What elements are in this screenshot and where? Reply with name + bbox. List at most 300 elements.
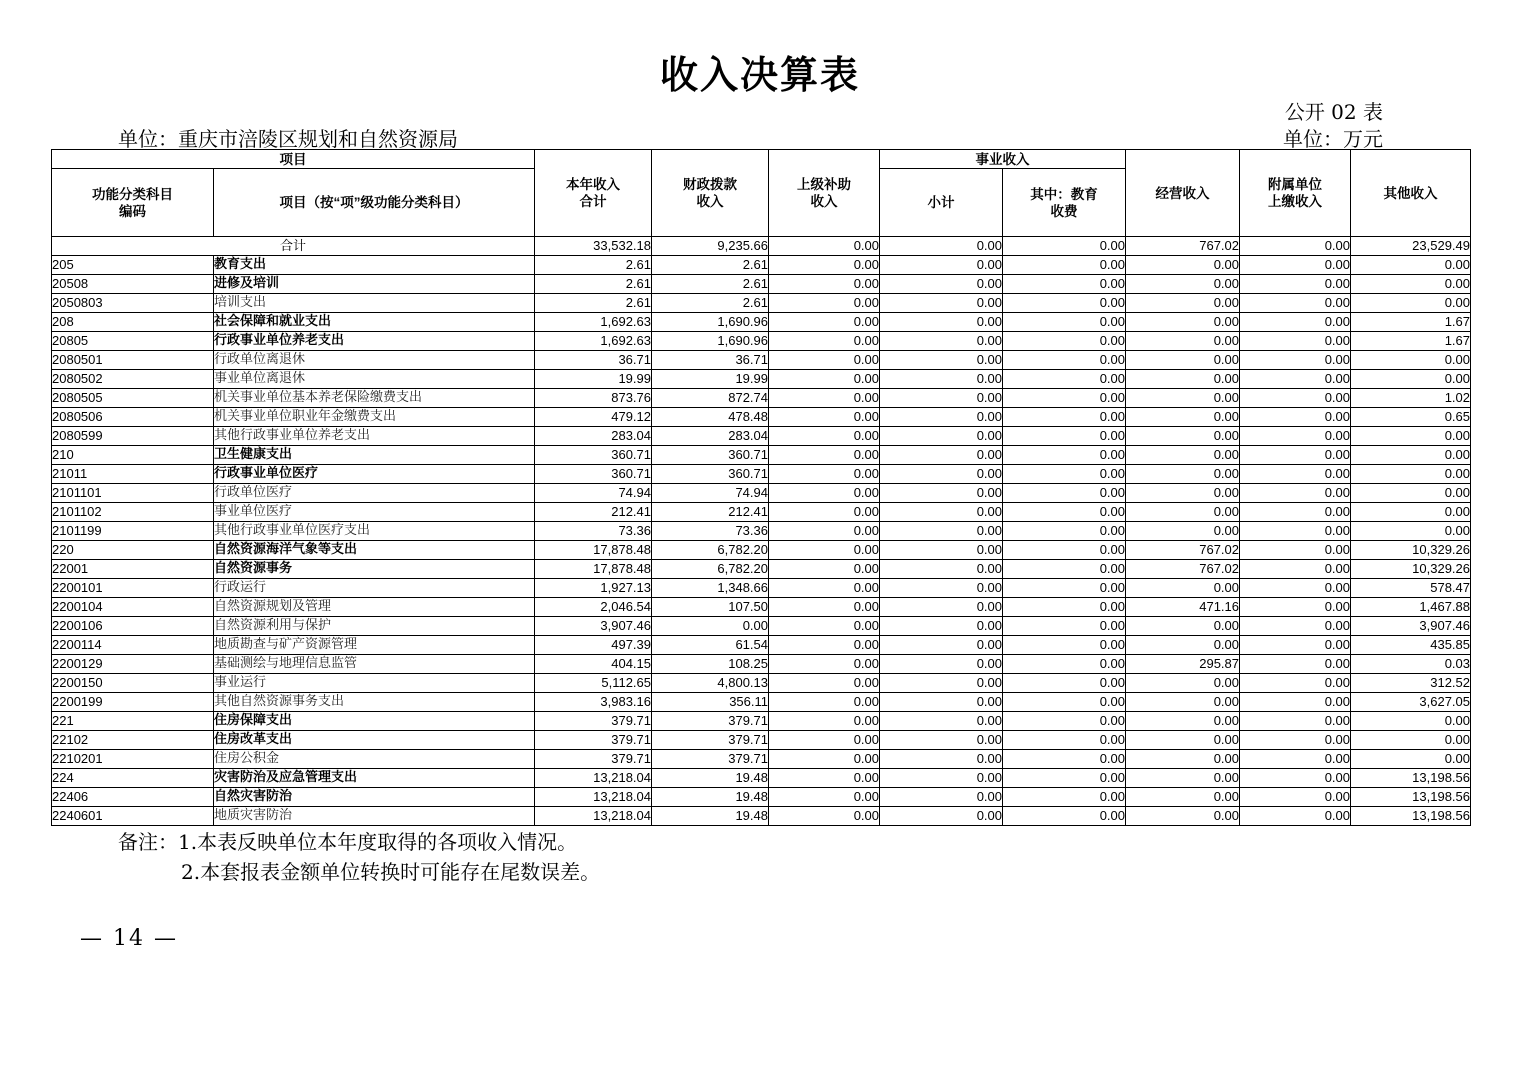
row-value: 0.00: [1240, 522, 1351, 541]
row-value: 0.00: [1351, 275, 1471, 294]
row-value: 107.50: [652, 598, 769, 617]
row-code: 22001: [52, 560, 214, 579]
total-cell: 23,529.49: [1351, 237, 1471, 256]
row-value: 0.00: [769, 693, 880, 712]
row-value: 0.00: [1126, 351, 1240, 370]
row-value: 0.00: [1126, 807, 1240, 826]
table-row: [52, 389, 1471, 408]
row-value: 1,348.66: [652, 579, 769, 598]
row-code: 2200104: [52, 598, 214, 617]
row-value: 0.00: [880, 351, 1003, 370]
total-cell: 0.00: [769, 237, 880, 256]
row-value: 0.00: [769, 769, 880, 788]
row-value: 0.00: [1003, 655, 1126, 674]
row-value: 2.61: [652, 256, 769, 275]
table-row: [52, 313, 1471, 332]
row-name: 行政单位离退休: [214, 351, 535, 370]
row-value: 0.00: [880, 731, 1003, 750]
row-value: 0.00: [880, 427, 1003, 446]
row-name: 自然资源海洋气象等支出: [214, 541, 535, 560]
row-value: 0.00: [769, 503, 880, 522]
row-value: 578.47: [1351, 579, 1471, 598]
row-code: 210: [52, 446, 214, 465]
row-value: 0.00: [1126, 294, 1240, 313]
row-value: 0.00: [880, 446, 1003, 465]
row-value: 0.00: [769, 788, 880, 807]
row-value: 0.00: [769, 465, 880, 484]
row-value: 6,782.20: [652, 560, 769, 579]
row-name: 行政事业单位医疗: [214, 465, 535, 484]
row-value: 0.00: [769, 370, 880, 389]
header-other: 其他收入: [1351, 150, 1471, 237]
row-value: 13,198.56: [1351, 769, 1471, 788]
row-value: 0.00: [880, 769, 1003, 788]
row-code: 2080599: [52, 427, 214, 446]
row-value: 0.00: [769, 275, 880, 294]
row-value: 0.00: [880, 294, 1003, 313]
row-value: 13,218.04: [535, 769, 652, 788]
row-value: 767.02: [1126, 560, 1240, 579]
row-value: 19.99: [652, 370, 769, 389]
row-name: 卫生健康支出: [214, 446, 535, 465]
table-row: [52, 636, 1471, 655]
row-value: 0.00: [1126, 332, 1240, 351]
row-value: 0.00: [1003, 446, 1126, 465]
row-value: 0.00: [1126, 674, 1240, 693]
row-name: 行政运行: [214, 579, 535, 598]
row-value: 478.48: [652, 408, 769, 427]
row-value: 17,878.48: [535, 560, 652, 579]
row-value: 10,329.26: [1351, 560, 1471, 579]
row-value: 379.71: [652, 712, 769, 731]
row-value: 379.71: [652, 750, 769, 769]
row-name: 机关事业单位职业年金缴费支出: [214, 408, 535, 427]
row-value: 0.00: [1003, 769, 1126, 788]
row-value: 0.00: [769, 427, 880, 446]
row-value: 0.00: [880, 256, 1003, 275]
total-label: 合计: [52, 237, 535, 256]
row-value: 0.00: [769, 446, 880, 465]
row-value: 0.00: [1003, 636, 1126, 655]
row-value: 3,907.46: [1351, 617, 1471, 636]
row-value: 0.00: [1003, 351, 1126, 370]
row-value: 356.11: [652, 693, 769, 712]
row-value: 1,690.96: [652, 332, 769, 351]
row-value: 360.71: [652, 446, 769, 465]
row-value: 360.71: [535, 465, 652, 484]
row-value: 0.00: [880, 807, 1003, 826]
row-value: 0.00: [1003, 541, 1126, 560]
table-row: [52, 465, 1471, 484]
row-value: 0.00: [880, 389, 1003, 408]
row-value: 0.00: [1351, 522, 1471, 541]
row-value: 1,692.63: [535, 332, 652, 351]
row-value: 0.00: [769, 389, 880, 408]
row-value: 2,046.54: [535, 598, 652, 617]
table-row: [52, 693, 1471, 712]
table-row: [52, 750, 1471, 769]
row-value: 0.00: [1003, 788, 1126, 807]
row-code: 22406: [52, 788, 214, 807]
row-value: 0.00: [1240, 370, 1351, 389]
row-value: 0.00: [1003, 617, 1126, 636]
row-value: 2.61: [535, 256, 652, 275]
row-value: 0.00: [1003, 484, 1126, 503]
table-row: [52, 351, 1471, 370]
row-value: 2.61: [535, 294, 652, 313]
row-value: 0.00: [1240, 256, 1351, 275]
row-name: 自然资源事务: [214, 560, 535, 579]
row-value: 0.00: [769, 256, 880, 275]
row-value: 3,907.46: [535, 617, 652, 636]
total-cell: 33,532.18: [535, 237, 652, 256]
row-value: 0.00: [1003, 674, 1126, 693]
row-value: 0.00: [769, 560, 880, 579]
row-value: 312.52: [1351, 674, 1471, 693]
row-value: 36.71: [652, 351, 769, 370]
row-value: 73.36: [535, 522, 652, 541]
row-value: 404.15: [535, 655, 652, 674]
row-value: 0.00: [880, 370, 1003, 389]
header-fiscal: 财政拨款 收入: [652, 150, 769, 237]
table-row: [52, 769, 1471, 788]
row-value: 379.71: [652, 731, 769, 750]
row-value: 0.00: [769, 655, 880, 674]
table-row: [52, 370, 1471, 389]
row-code: 2240601: [52, 807, 214, 826]
row-name: 自然灾害防治: [214, 788, 535, 807]
row-value: 0.00: [880, 484, 1003, 503]
row-value: 0.00: [1126, 636, 1240, 655]
row-value: 0.00: [1240, 636, 1351, 655]
row-name: 自然资源规划及管理: [214, 598, 535, 617]
row-name: 自然资源利用与保护: [214, 617, 535, 636]
total-row: [52, 237, 1471, 256]
row-value: 0.00: [1003, 275, 1126, 294]
row-value: 74.94: [535, 484, 652, 503]
row-code: 20508: [52, 275, 214, 294]
row-value: 497.39: [535, 636, 652, 655]
row-value: 3,627.05: [1351, 693, 1471, 712]
row-value: 0.00: [1240, 579, 1351, 598]
row-value: 0.00: [1126, 256, 1240, 275]
row-value: 0.00: [1003, 389, 1126, 408]
page-number: — 14 —: [80, 926, 178, 951]
table-row: [52, 332, 1471, 351]
row-value: 0.00: [769, 313, 880, 332]
row-name: 事业单位离退休: [214, 370, 535, 389]
table-row: [52, 617, 1471, 636]
row-value: 0.00: [1240, 313, 1351, 332]
row-value: 0.00: [1126, 731, 1240, 750]
row-code: 2210201: [52, 750, 214, 769]
row-value: 0.00: [1126, 465, 1240, 484]
row-value: 0.00: [880, 408, 1003, 427]
row-value: 0.00: [880, 465, 1003, 484]
row-value: 0.00: [1240, 769, 1351, 788]
row-value: 0.00: [1240, 446, 1351, 465]
row-value: 0.00: [769, 484, 880, 503]
row-value: 0.00: [880, 579, 1003, 598]
row-name: 其他自然资源事务支出: [214, 693, 535, 712]
row-value: 13,198.56: [1351, 788, 1471, 807]
row-value: 0.00: [769, 731, 880, 750]
row-value: 0.00: [1351, 351, 1471, 370]
row-value: 2.61: [652, 275, 769, 294]
row-value: 4,800.13: [652, 674, 769, 693]
row-name: 进修及培训: [214, 275, 535, 294]
row-code: 2200114: [52, 636, 214, 655]
row-value: 0.00: [1003, 408, 1126, 427]
row-value: 0.00: [1240, 503, 1351, 522]
row-value: 0.00: [1003, 712, 1126, 731]
row-value: 0.00: [880, 313, 1003, 332]
row-value: 17,878.48: [535, 541, 652, 560]
row-code: 220: [52, 541, 214, 560]
table-row: [52, 503, 1471, 522]
header-total: 本年收入 合计: [535, 150, 652, 237]
row-name: 事业单位医疗: [214, 503, 535, 522]
table-row: [52, 446, 1471, 465]
row-value: 0.00: [880, 674, 1003, 693]
row-value: 0.00: [1126, 389, 1240, 408]
row-code: 205: [52, 256, 214, 275]
row-value: 0.00: [1126, 275, 1240, 294]
row-value: 0.00: [1240, 731, 1351, 750]
table-row: [52, 294, 1471, 313]
row-value: 0.00: [1003, 256, 1126, 275]
row-value: 0.00: [1003, 294, 1126, 313]
row-name: 培训支出: [214, 294, 535, 313]
table-row: [52, 674, 1471, 693]
row-value: 0.00: [1351, 256, 1471, 275]
row-value: 212.41: [652, 503, 769, 522]
row-value: 0.00: [880, 275, 1003, 294]
table-row: [52, 655, 1471, 674]
currency-unit: 单位：万元: [1283, 127, 1383, 151]
row-name: 地质灾害防治: [214, 807, 535, 826]
row-value: 0.00: [1003, 503, 1126, 522]
row-name: 灾害防治及应急管理支出: [214, 769, 535, 788]
row-value: 0.00: [1240, 750, 1351, 769]
header-business-group: 事业收入: [880, 150, 1126, 169]
table-row: [52, 522, 1471, 541]
row-value: 61.54: [652, 636, 769, 655]
row-value: 212.41: [535, 503, 652, 522]
row-value: 0.00: [1003, 807, 1126, 826]
row-value: 0.00: [1351, 750, 1471, 769]
row-value: 0.00: [880, 503, 1003, 522]
row-value: 0.00: [1240, 788, 1351, 807]
row-value: 0.00: [769, 579, 880, 598]
row-value: 0.00: [1126, 370, 1240, 389]
row-value: 0.00: [1003, 427, 1126, 446]
row-code: 2200129: [52, 655, 214, 674]
row-value: 0.03: [1351, 655, 1471, 674]
row-value: 0.00: [1240, 617, 1351, 636]
row-value: 0.00: [1240, 598, 1351, 617]
row-value: 0.00: [1126, 769, 1240, 788]
row-value: 0.00: [769, 294, 880, 313]
row-code: 22102: [52, 731, 214, 750]
row-value: 0.00: [1240, 712, 1351, 731]
row-value: 2.61: [535, 275, 652, 294]
row-value: 0.00: [880, 617, 1003, 636]
row-value: 0.00: [1240, 541, 1351, 560]
row-value: 360.71: [535, 446, 652, 465]
row-value: 0.00: [1240, 351, 1351, 370]
row-value: 13,218.04: [535, 788, 652, 807]
row-value: 0.00: [1351, 712, 1471, 731]
row-value: 0.00: [1126, 446, 1240, 465]
row-code: 2200150: [52, 674, 214, 693]
row-value: 13,198.56: [1351, 807, 1471, 826]
row-name: 住房保障支出: [214, 712, 535, 731]
row-code: 2200101: [52, 579, 214, 598]
row-code: 2101199: [52, 522, 214, 541]
form-number: 公开 02 表: [1284, 100, 1383, 124]
row-value: 0.00: [1126, 408, 1240, 427]
row-name: 事业运行: [214, 674, 535, 693]
row-value: 0.00: [1003, 560, 1126, 579]
row-value: 0.00: [880, 560, 1003, 579]
row-value: 0.00: [1003, 332, 1126, 351]
row-value: 0.00: [880, 788, 1003, 807]
table-row: [52, 579, 1471, 598]
row-value: 0.00: [880, 655, 1003, 674]
row-value: 0.00: [1351, 427, 1471, 446]
row-value: 0.00: [1126, 617, 1240, 636]
row-value: 19.99: [535, 370, 652, 389]
table-row: [52, 484, 1471, 503]
row-value: 0.00: [1240, 674, 1351, 693]
row-value: 1,692.63: [535, 313, 652, 332]
page-title: 收入决算表: [659, 52, 860, 97]
row-name: 住房改革支出: [214, 731, 535, 750]
row-name: 行政事业单位养老支出: [214, 332, 535, 351]
table-row: [52, 560, 1471, 579]
row-value: 0.00: [1351, 294, 1471, 313]
row-value: 5,112.65: [535, 674, 652, 693]
row-value: 0.00: [769, 598, 880, 617]
note-line-1: 备注：1.本表反映单位本年度取得的各项收入情况。: [118, 830, 578, 854]
header-superior: 上级补助 收入: [769, 150, 880, 237]
row-value: 0.00: [1126, 788, 1240, 807]
row-value: 73.36: [652, 522, 769, 541]
row-value: 0.00: [1003, 313, 1126, 332]
row-value: 19.48: [652, 788, 769, 807]
row-value: 0.00: [1126, 484, 1240, 503]
row-value: 0.00: [1240, 408, 1351, 427]
header-education: 其中：教育 收费: [1003, 169, 1126, 237]
row-value: 379.71: [535, 712, 652, 731]
row-value: 0.00: [1003, 731, 1126, 750]
row-value: 0.00: [1126, 522, 1240, 541]
table-row: [52, 807, 1471, 826]
row-value: 108.25: [652, 655, 769, 674]
header-operating: 经营收入: [1126, 150, 1240, 237]
row-value: 0.00: [880, 712, 1003, 731]
row-value: 873.76: [535, 389, 652, 408]
row-value: 1,467.88: [1351, 598, 1471, 617]
row-value: 0.00: [1240, 693, 1351, 712]
row-value: 0.00: [1240, 332, 1351, 351]
row-value: 0.00: [1240, 484, 1351, 503]
row-value: 0.00: [1351, 370, 1471, 389]
row-value: 0.00: [769, 617, 880, 636]
row-value: 0.00: [769, 408, 880, 427]
row-value: 0.00: [1003, 465, 1126, 484]
row-value: 0.00: [652, 617, 769, 636]
row-value: 435.85: [1351, 636, 1471, 655]
row-name: 住房公积金: [214, 750, 535, 769]
row-value: 0.00: [1126, 750, 1240, 769]
row-value: 0.00: [880, 750, 1003, 769]
row-value: 19.48: [652, 807, 769, 826]
row-code: 224: [52, 769, 214, 788]
row-value: 0.00: [1003, 750, 1126, 769]
row-value: 0.00: [1003, 693, 1126, 712]
row-code: 2200106: [52, 617, 214, 636]
table-row: [52, 788, 1471, 807]
row-value: 0.00: [1126, 427, 1240, 446]
row-value: 379.71: [535, 750, 652, 769]
header-project: 项目: [52, 150, 535, 169]
note-line-2: 2.本套报表金额单位转换时可能存在尾数误差。: [181, 860, 601, 884]
row-value: 379.71: [535, 731, 652, 750]
row-value: 0.00: [1126, 503, 1240, 522]
row-value: 0.00: [769, 522, 880, 541]
row-value: 0.00: [1003, 522, 1126, 541]
row-value: 471.16: [1126, 598, 1240, 617]
row-value: 0.00: [769, 807, 880, 826]
row-value: 0.00: [880, 693, 1003, 712]
row-value: 0.00: [1003, 598, 1126, 617]
reporting-unit: 单位：重庆市涪陵区规划和自然资源局: [118, 127, 458, 151]
row-value: 0.00: [769, 750, 880, 769]
row-name: 社会保障和就业支出: [214, 313, 535, 332]
row-code: 208: [52, 313, 214, 332]
header-subsidiary: 附属单位 上缴收入: [1240, 150, 1351, 237]
row-value: 0.00: [880, 598, 1003, 617]
table-row: [52, 541, 1471, 560]
row-value: 0.00: [1240, 275, 1351, 294]
row-value: 0.00: [1126, 579, 1240, 598]
row-value: 0.00: [1240, 807, 1351, 826]
row-value: 0.00: [769, 332, 880, 351]
row-name: 基础测绘与地理信息监管: [214, 655, 535, 674]
row-value: 295.87: [1126, 655, 1240, 674]
row-value: 767.02: [1126, 541, 1240, 560]
total-cell: 9,235.66: [652, 237, 769, 256]
row-value: 6,782.20: [652, 541, 769, 560]
row-value: 0.00: [1240, 560, 1351, 579]
row-code: 2101101: [52, 484, 214, 503]
table-row: [52, 712, 1471, 731]
row-value: 0.00: [1351, 465, 1471, 484]
row-value: 0.00: [1351, 731, 1471, 750]
row-value: 0.65: [1351, 408, 1471, 427]
row-value: 0.00: [1240, 427, 1351, 446]
notes: [118, 827, 600, 887]
row-code: 2101102: [52, 503, 214, 522]
row-code: 2050803: [52, 294, 214, 313]
row-value: 1.67: [1351, 313, 1471, 332]
row-name: 教育支出: [214, 256, 535, 275]
row-code: 2080501: [52, 351, 214, 370]
row-code: 2080502: [52, 370, 214, 389]
table-row: [52, 256, 1471, 275]
